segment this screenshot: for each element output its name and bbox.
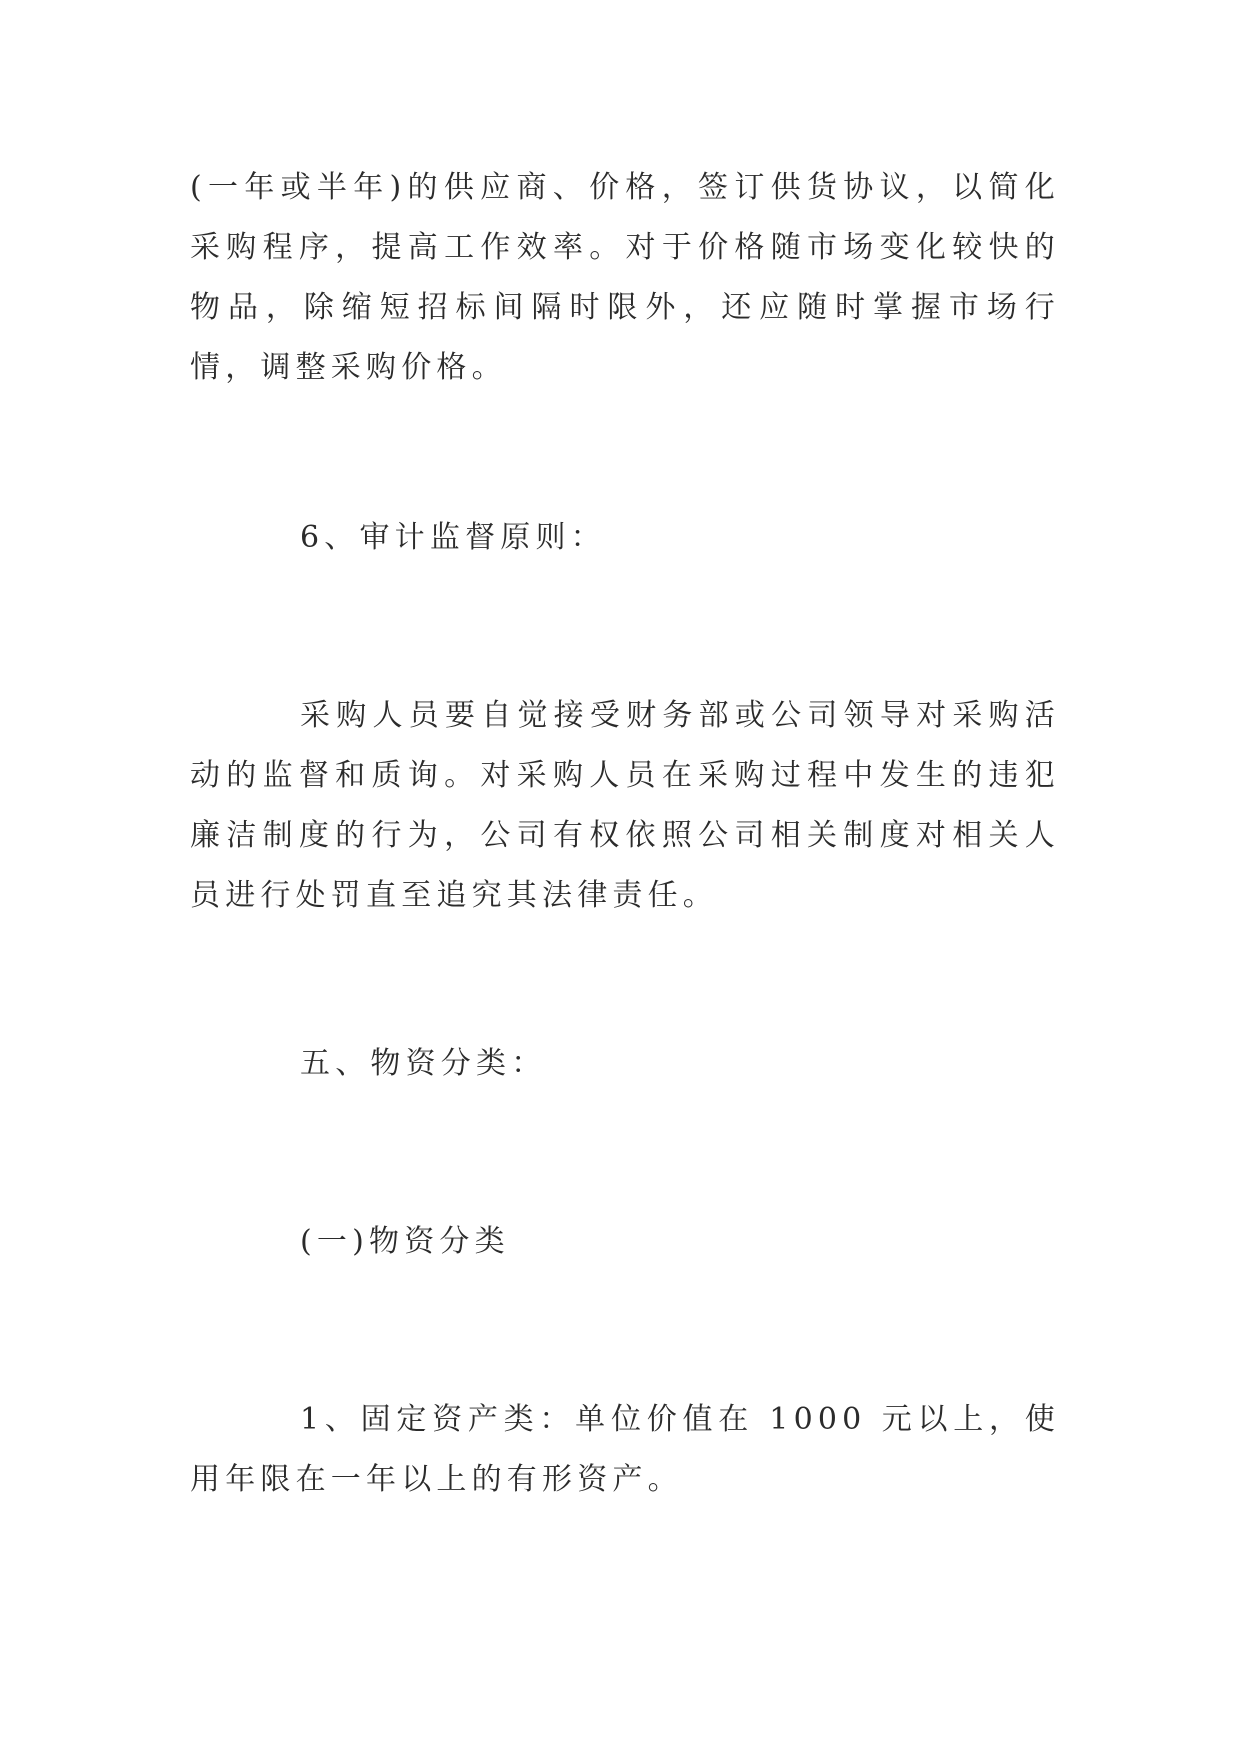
section-heading-material-classification: 五、物资分类：	[300, 1046, 547, 1081]
subsection-heading-material-classification: (一)物资分类	[300, 1224, 510, 1259]
paragraph-fixed-assets: 1、固定资产类：单位价值在 1000 元以上，使用年限在一年以上的有形资产。	[190, 1402, 1060, 1497]
paragraph-continuation: (一年或半年)的供应商、价格，签订供货协议，以简化采购程序，提高工作效率。对于价格随市场变化较快的物品，除缩短招标间隔时限外，还应随时掌握市场行情，调整采购价格。	[190, 170, 1060, 385]
section-heading-audit-supervision: 6、审计监督原则：	[300, 520, 606, 555]
paragraph-audit-supervision: 采购人员要自觉接受财务部或公司领导对采购活动的监督和质询。对采购人员在采购过程中发生的违犯廉洁制度的行为，公司有权依照公司相关制度对相关人员进行处罚直至追究其法律责任。	[190, 698, 1060, 913]
